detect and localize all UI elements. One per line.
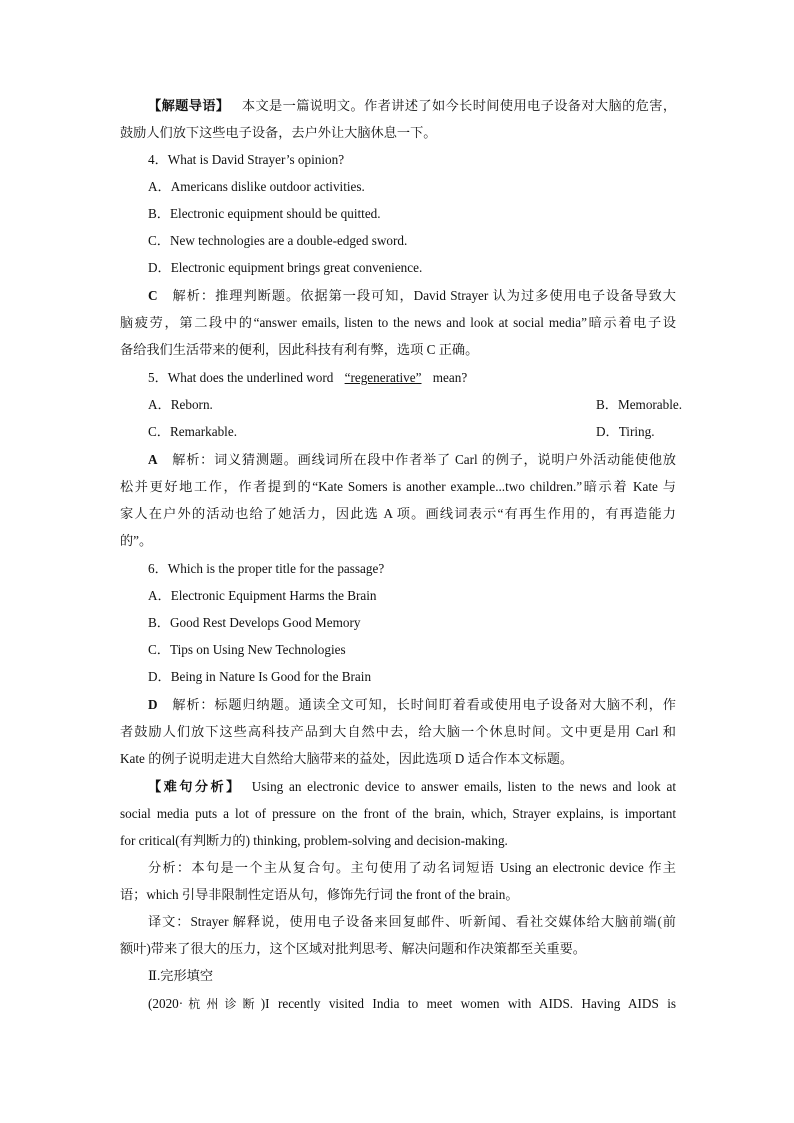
translation-line-2: 额叶)带来了很大的压力，这个区域对批判思考、解决问题和作决策都至关重要。: [120, 941, 586, 956]
guide-line-2: 鼓励人们放下这些电子设备，去户外让大脑休息一下。: [120, 125, 437, 140]
q6-answer: D: [148, 697, 158, 712]
q4-option-c: C．New technologies are a double-edged sword.: [148, 233, 408, 248]
section-title: Ⅱ.完形填空: [148, 968, 214, 983]
q6-explanation-1: D 解析：标题归纳题。通读全文可知，长时间盯着看或使用电子设备对大脑不利，作: [148, 697, 676, 712]
q4-option-d: D．Electronic equipment brings great convenience.: [148, 260, 423, 275]
q5-stem: 5．What does the underlined word “regenerative” mean?: [148, 370, 468, 385]
underlined-word: “regenerative”: [344, 370, 422, 385]
q5-answer: A: [148, 452, 158, 467]
cloze-first-line: (2020·杭州诊断)I recently visited India to meet women with AIDS. Having AIDS is: [148, 996, 676, 1011]
source-label: 杭州诊断: [183, 997, 261, 1011]
q5-explanation-3: 家人在户外的活动也给了她活力，因此选 A 项。画线词表示“有再生作用的，有再造能力: [120, 506, 676, 521]
q5-option-b: B．Memorable.: [596, 397, 683, 412]
q5-explanation-1: A 解析：词义猜测题。画线词所在段中作者举了 Carl 的例子，说明户外活动能使他放: [148, 452, 676, 467]
q5-row-2: [148, 422, 676, 442]
guide-line-1: 【解题导语】 本文是一篇说明文。作者讲述了如今长时间使用电子设备对大脑的危害，: [148, 98, 677, 113]
q6-option-b: B．Good Rest Develops Good Memory: [148, 615, 361, 630]
q5-row-1: [148, 395, 683, 415]
analysis-line-2: 语；which 引导非限制性定语从句，修饰先行词 the front of the brain。: [120, 887, 519, 902]
q4-option-a: A．Americans dislike outdoor activities.: [148, 179, 365, 194]
q5-option-a: A．Reborn.: [148, 397, 213, 412]
q4-answer: C: [148, 288, 158, 303]
q4-explanation-1: C 解析：推理判断题。依据第一段可知，David Strayer 认为过多使用电子设备导致大: [148, 288, 676, 303]
q6-explanation-3: Kate 的例子说明走进大自然给大脑带来的益处，因此选项 D 适合作本文标题。: [120, 751, 574, 766]
q5-explanation-4: 的”。: [120, 533, 153, 548]
difficult-line-3: for critical(有判断力的) thinking, problem-solving and decision-making.: [120, 833, 508, 848]
q4-option-b: B．Electronic equipment should be quitted.: [148, 206, 381, 221]
q6-option-d: D．Being in Nature Is Good for the Brain: [148, 669, 372, 684]
difficult-line-1: 【难句分析】 Using an electronic device to answer emails, listen to the news and look at: [148, 779, 676, 794]
q6-stem: 6．Which is the proper title for the passage?: [148, 561, 385, 576]
q6-explanation-2: 者鼓励人们放下这些高科技产品到大自然中去，给大脑一个休息时间。文中更是用 Carl 和: [120, 724, 676, 739]
q5-option-d: D．Tiring.: [596, 424, 655, 439]
difficult-line-2: social media puts a lot of pressure on the front of the brain, which, Strayer explains, is important: [120, 806, 676, 821]
q4-explanation-3: 备给我们生活带来的便利，因此科技有利有弊，选项 C 正确。: [120, 342, 479, 357]
difficult-heading: 【难句分析】: [148, 779, 242, 794]
q4-explanation-2: 脑疲劳，第二段中的“answer emails, listen to the news and look at social media”暗示着电子设: [120, 315, 676, 330]
q5-explanation-2: 松并更好地工作，作者提到的“Kate Somers is another example...two children.”暗示着 Kate 与: [120, 479, 676, 494]
q6-option-a: A．Electronic Equipment Harms the Brain: [148, 588, 377, 603]
translation-line-1: 译文：Strayer 解释说，使用电子设备来回复邮件、听新闻、看社交媒体给大脑前端(前: [148, 914, 676, 929]
q6-option-c: C．Tips on Using New Technologies: [148, 642, 346, 657]
q4-stem: 4．What is David Strayer’s opinion?: [148, 152, 345, 167]
q5-option-c: C．Remarkable.: [148, 424, 237, 439]
guide-heading: 【解题导语】: [148, 98, 230, 113]
analysis-line-1: 分析：本句是一个主从复合句。主句使用了动名词短语 Using an electronic device 作主: [148, 860, 676, 875]
